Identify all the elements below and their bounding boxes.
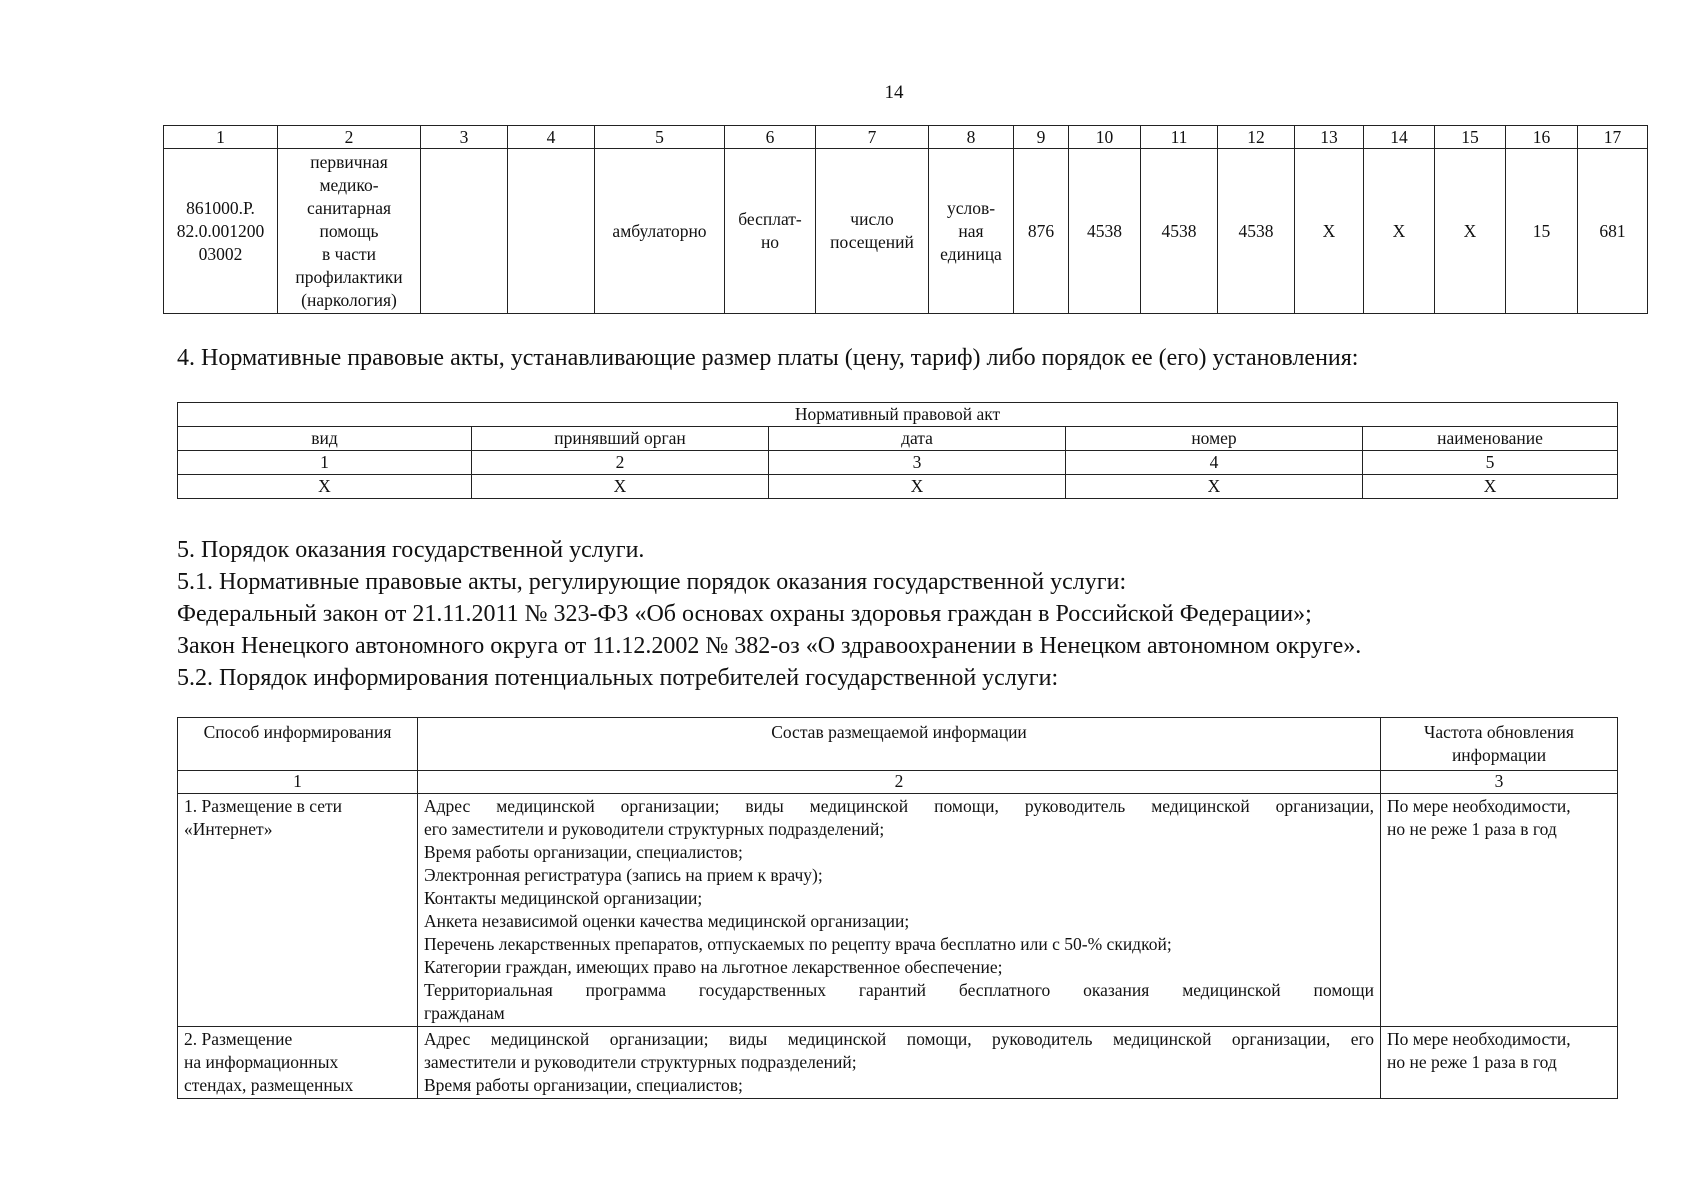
column-number: 3 bbox=[421, 126, 508, 149]
column-number: 6 bbox=[725, 126, 816, 149]
value-cell: 4538 bbox=[1141, 149, 1218, 314]
federal-law-line: Федеральный закон от 21.11.2011 № 323-ФЗ «Об основах охраны здоровья граждан в Российской Федерации»; bbox=[177, 601, 1312, 627]
table-header-row bbox=[164, 126, 1648, 149]
value-cell: X bbox=[1066, 475, 1363, 499]
column-number: 5 bbox=[1363, 451, 1618, 475]
indicator-cell: число посещений bbox=[816, 149, 929, 314]
method-cell: 1. Размещение в сети «Интернет» bbox=[178, 794, 418, 1027]
column-number: 11 bbox=[1141, 126, 1218, 149]
column-number: 4 bbox=[508, 126, 595, 149]
value-cell: X bbox=[769, 475, 1066, 499]
column-header: дата bbox=[769, 427, 1066, 451]
column-number: 7 bbox=[816, 126, 929, 149]
value-cell: X bbox=[1435, 149, 1506, 314]
deviation-absolute-cell: 681 bbox=[1578, 149, 1648, 314]
column-header: принявший орган bbox=[472, 427, 769, 451]
table-row bbox=[178, 794, 1618, 1027]
value-cell: X bbox=[472, 475, 769, 499]
table-header-row bbox=[178, 427, 1618, 451]
table-row bbox=[178, 475, 1618, 499]
informing-table bbox=[177, 717, 1618, 1099]
table-row bbox=[178, 771, 1618, 794]
column-header: Способ информирования bbox=[178, 718, 418, 771]
column-number: 2 bbox=[278, 126, 421, 149]
content-cell: Адрес медицинской организации; виды медицинской помощи, руководитель медицинской организации, его заместители и руководители структурных подразделений; Время работы организации, специалистов; bbox=[418, 1027, 1381, 1099]
section-4-heading: 4. Нормативные правовые акты, устанавливающие размер платы (цену, тариф) либо порядок ее (его) установления: bbox=[177, 345, 1359, 371]
service-volume-table bbox=[163, 125, 1648, 314]
content-cell: Адрес медицинской организации; виды медицинской помощи, руководитель медицинской организации, его заместители и руководители структурных подразделений; Время работы организации, специалистов; Электронная регистратура (запись на прием к врачу); Контакты медицинской организации; Анкета независимой оценки качества медицинской организации; Перечень лекарственных препаратов, отпускаемых по рецепту врача бесплатно или с 50-% скидкой; Категории граждан, имеющих право на льготное лекарственное обеспечение; Территориальная программа государственных гарантий бесплатного оказания медицинской помощи гражданам bbox=[418, 794, 1381, 1027]
table-title: Нормативный правовой акт bbox=[178, 403, 1618, 427]
value-cell: X bbox=[178, 475, 472, 499]
column-header: номер bbox=[1066, 427, 1363, 451]
column-header: наименование bbox=[1363, 427, 1618, 451]
table-title-row bbox=[178, 403, 1618, 427]
column-header: вид bbox=[178, 427, 472, 451]
unit-cell: услов- ная единица bbox=[929, 149, 1014, 314]
value-cell: X bbox=[1295, 149, 1364, 314]
section-5-1-heading: 5.1. Нормативные правовые акты, регулирующие порядок оказания государственной услуги: bbox=[177, 569, 1127, 595]
condition-cell: амбулаторно bbox=[595, 149, 725, 314]
value-cell: 4538 bbox=[1069, 149, 1141, 314]
column-number: 3 bbox=[1381, 771, 1618, 794]
table-row bbox=[178, 451, 1618, 475]
section-5-heading: 5. Порядок оказания государственной услуги. bbox=[177, 537, 645, 563]
method-cell: 2. Размещение на информационных стендах, размещенных bbox=[178, 1027, 418, 1099]
empty-cell bbox=[421, 149, 508, 314]
column-number: 17 bbox=[1578, 126, 1648, 149]
column-number: 10 bbox=[1069, 126, 1141, 149]
column-number: 1 bbox=[178, 451, 472, 475]
column-number: 8 bbox=[929, 126, 1014, 149]
column-number: 1 bbox=[178, 771, 418, 794]
column-number: 1 bbox=[164, 126, 278, 149]
column-header: Состав размещаемой информации bbox=[418, 718, 1381, 771]
column-number: 2 bbox=[472, 451, 769, 475]
normative-acts-table bbox=[177, 402, 1618, 499]
deviation-percent-cell: 15 bbox=[1506, 149, 1578, 314]
column-number: 13 bbox=[1295, 126, 1364, 149]
column-header: Частота обновления информации bbox=[1381, 718, 1618, 771]
value-cell: X bbox=[1363, 475, 1618, 499]
empty-cell bbox=[508, 149, 595, 314]
value-cell: 4538 bbox=[1218, 149, 1295, 314]
column-number: 14 bbox=[1364, 126, 1435, 149]
section-5-2-heading: 5.2. Порядок информирования потенциальных потребителей государственной услуги: bbox=[177, 665, 1059, 691]
value-cell: X bbox=[1364, 149, 1435, 314]
column-number: 4 bbox=[1066, 451, 1363, 475]
column-number: 16 bbox=[1506, 126, 1578, 149]
frequency-cell: По мере необходимости, но не реже 1 раза в год bbox=[1381, 794, 1618, 1027]
registry-code-cell: 861000.Р. 82.0.001200 03002 bbox=[164, 149, 278, 314]
column-number: 12 bbox=[1218, 126, 1295, 149]
payment-cell: бесплат- но bbox=[725, 149, 816, 314]
table-row bbox=[178, 1027, 1618, 1099]
page-number: 14 bbox=[884, 82, 904, 103]
column-number: 2 bbox=[418, 771, 1381, 794]
column-number: 9 bbox=[1014, 126, 1069, 149]
column-number: 5 bbox=[595, 126, 725, 149]
unit-code-cell: 876 bbox=[1014, 149, 1069, 314]
table-row bbox=[164, 149, 1648, 314]
table-header-row bbox=[178, 718, 1618, 771]
service-name-cell: первичная медико- санитарная помощь в части профилактики (наркология) bbox=[278, 149, 421, 314]
frequency-cell: По мере необходимости, но не реже 1 раза в год bbox=[1381, 1027, 1618, 1099]
regional-law-line: Закон Ненецкого автономного округа от 11.12.2002 № 382-оз «О здравоохранении в Ненецком автономном округе». bbox=[177, 633, 1362, 659]
column-number: 3 bbox=[769, 451, 1066, 475]
column-number: 15 bbox=[1435, 126, 1506, 149]
